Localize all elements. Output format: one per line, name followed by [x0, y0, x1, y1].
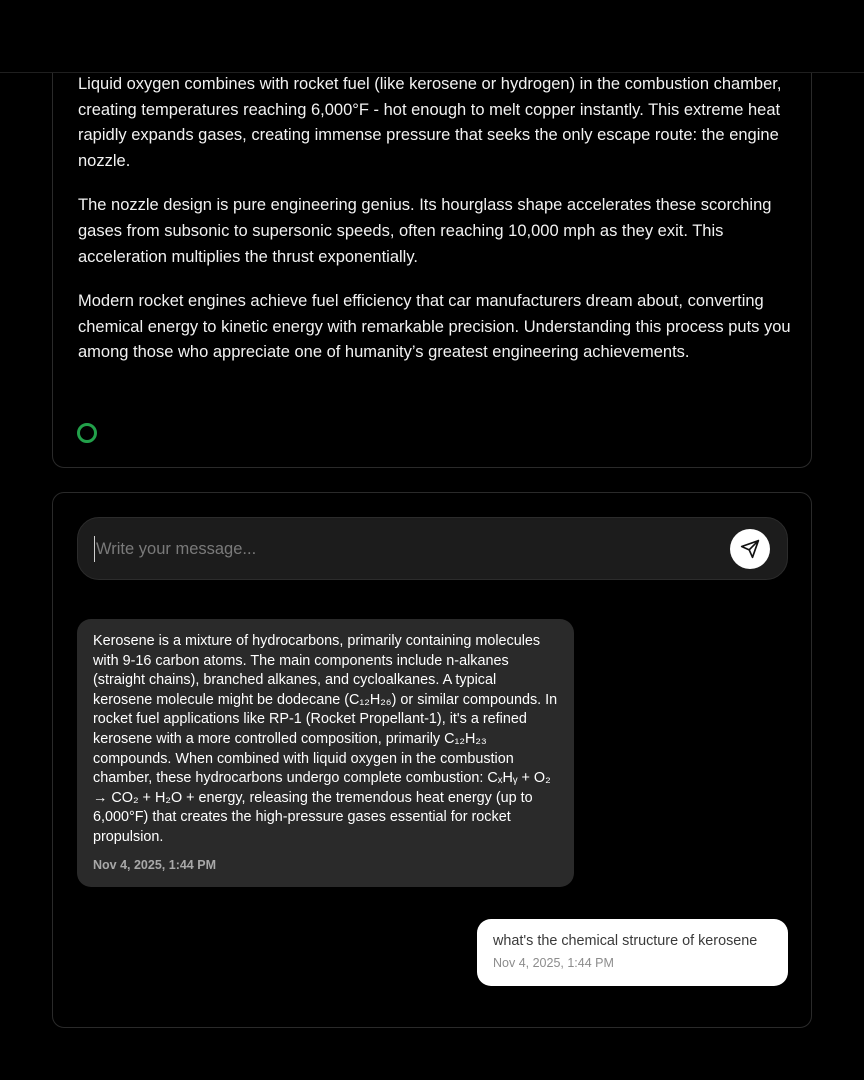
- assistant-message-timestamp: Nov 4, 2025, 1:44 PM: [93, 857, 216, 872]
- article-body: [78, 72, 793, 385]
- status-ring-icon: [77, 423, 97, 443]
- send-icon: [740, 539, 760, 559]
- user-message-timestamp: Nov 4, 2025, 1:44 PM: [493, 956, 614, 970]
- user-message-text: what's the chemical structure of kerosene: [493, 933, 758, 949]
- user-message: [477, 919, 788, 986]
- assistant-message-text: Kerosene is a mixture of hydrocarbons, primarily containing molecules with 9-16 carbon atoms. The main components include n-alkanes (straight chains), branched alkanes, and cycloalkanes. A typical kerosene molecule might be dodecane (C₁₂H₂₆) or similar compounds. In rocket fuel applications like RP-1 (Rocket Propellant-1), it's a refined kerosene with a more controlled composition, primarily C₁₂H₂₃ compounds. When combined with liquid oxygen in the combustion chamber, these hydrocarbons undergo complete combustion: CₓHᵧ + O₂ → CO₂ + H₂O + energy, releasing the tremendous heat energy (up to 6,000°F) that creates the high-pressure gases essential for rocket propulsion.: [93, 633, 558, 845]
- chat-panel: [52, 492, 812, 1028]
- article-card: [52, 40, 812, 468]
- top-bar: [0, 0, 864, 73]
- assistant-message: [77, 619, 574, 887]
- article-paragraph: The nozzle design is pure engineering genius. Its hourglass shape accelerates these scorching gases from subsonic to supersonic speeds, often reaching 10,000 mph as they exit. This acceleration multiplies the thrust exponentially.: [78, 196, 772, 266]
- message-input[interactable]: [94, 536, 714, 562]
- article-paragraph: Modern rocket engines achieve fuel efficiency that car manufacturers dream about, converting chemical energy to kinetic energy with remarkable precision. Understanding this process puts you among those who appreciate one of humanity’s greatest engineering achievements.: [78, 292, 791, 362]
- send-button[interactable]: [730, 529, 770, 569]
- message-composer: [77, 517, 788, 580]
- article-paragraph: Liquid oxygen combines with rocket fuel (like kerosene or hydrogen) in the combustion chamber, creating temperatures reaching 6,000°F - hot enough to melt copper instantly. This extreme heat rapidly expands gases, creating immense pressure that seeks the only escape route: the engine nozzle.: [78, 75, 782, 170]
